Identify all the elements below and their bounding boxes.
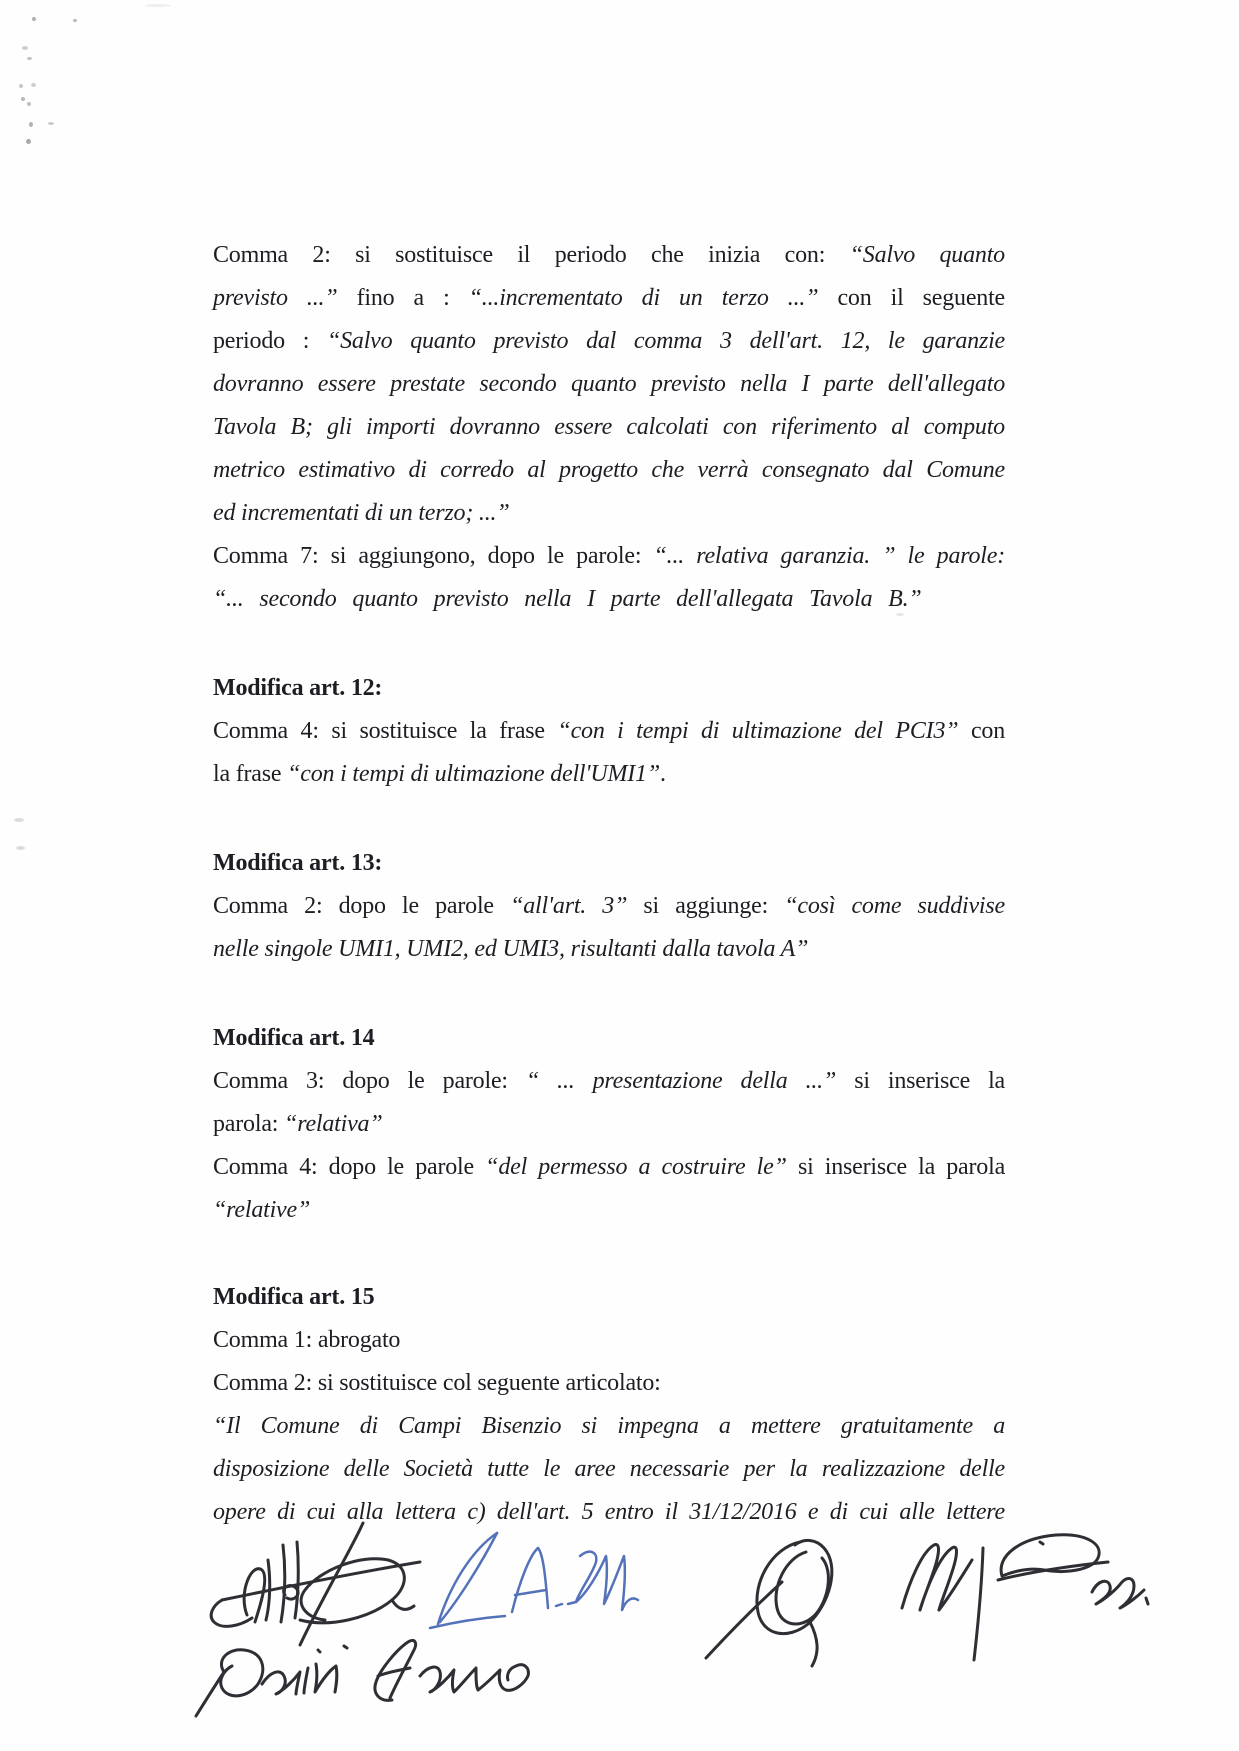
- text-line: [213, 449, 1005, 492]
- text-line: [213, 492, 1005, 535]
- text-segment: Comma 2: si sostituisce col seguente articolato:: [213, 1370, 661, 1396]
- handwritten-name-ink: [196, 1640, 528, 1716]
- text-line: [213, 1448, 1005, 1491]
- section-heading: [213, 1276, 1005, 1319]
- text-segment: “... secondo quanto previsto nella I parte dell'allegata Tavola B.”: [213, 586, 922, 612]
- text-segment: nelle singole UMI1, UMI2, ed UMI3, risultanti dalla tavola A”: [213, 936, 809, 962]
- text-line: [213, 535, 1005, 578]
- signature-3-ink: [706, 1540, 832, 1666]
- text-segment: “con i tempi di ultimazione dell'UMI1”: [287, 761, 660, 787]
- text-segment: la frase: [213, 761, 288, 787]
- text-segment: ed incrementati di un terzo; ...”: [213, 500, 510, 526]
- text-segment: Comma 4: dopo le parole: [213, 1154, 486, 1180]
- paragraph-gap: [213, 621, 1005, 667]
- text-segment: “del permesso a costruire le”: [485, 1154, 798, 1180]
- text-segment: si inserisce la parola: [797, 1154, 1006, 1180]
- text-line: [213, 406, 1005, 449]
- text-segment: “relative”: [213, 1197, 311, 1223]
- scan-speck: [26, 139, 31, 144]
- text-segment: fino a :: [356, 285, 469, 311]
- text-segment: dovranno essere prestate secondo quanto previsto nella I parte dell'allegato: [213, 371, 1005, 397]
- text-segment: si aggiunge:: [643, 893, 785, 919]
- text-segment: Modifica art. 12:: [213, 675, 383, 701]
- text-line: [213, 885, 1005, 928]
- scan-speck: [16, 846, 25, 850]
- scan-speck: [29, 122, 33, 127]
- text-line: [213, 1060, 1005, 1103]
- text-line: [213, 277, 1005, 320]
- paragraph-gap: [213, 796, 1005, 842]
- text-segment: Comma 2: si sostituisce il periodo che inizia con:: [213, 242, 850, 268]
- text-segment: Modifica art. 15: [213, 1284, 375, 1310]
- text-segment: .: [660, 761, 666, 787]
- scan-speck: [27, 102, 31, 106]
- section-heading: [213, 842, 1005, 885]
- paragraph-gap: [213, 971, 1005, 1017]
- text-segment: disposizione delle Società tutte le aree necessarie per la realizzazione delle: [213, 1456, 1005, 1482]
- text-segment: previsto ...”: [213, 285, 357, 311]
- text-segment: opere di cui alla lettera c) dell'art. 5 entro il 31/12/2016 e di cui alle lettere: [213, 1499, 1005, 1525]
- document-text: [213, 234, 1005, 1534]
- scan-speck: [14, 818, 24, 822]
- text-line: [213, 1362, 1005, 1405]
- text-segment: “all'art. 3”: [510, 893, 644, 919]
- text-segment: Comma 2: dopo le parole: [213, 893, 511, 919]
- text-line: [213, 1103, 1005, 1146]
- text-segment: Comma 7: si aggiungono, dopo le parole:: [213, 543, 654, 569]
- scan-speck: [145, 4, 171, 7]
- text-segment: si inserisce la: [854, 1068, 1006, 1094]
- text-line: [213, 320, 1005, 363]
- text-segment: “Il Comune di Campi Bisenzio si impegna a mettere gratuitamente a: [213, 1413, 1005, 1439]
- scan-speck: [73, 19, 77, 22]
- text-line: [213, 1146, 1005, 1189]
- signature-4-ink: [902, 1535, 1148, 1660]
- text-segment: Modifica art. 13:: [213, 850, 383, 876]
- scan-speck: [22, 46, 28, 50]
- section-heading: [213, 667, 1005, 710]
- scan-speck: [27, 57, 32, 60]
- text-segment: con il seguente: [837, 285, 1005, 311]
- text-line: [213, 1405, 1005, 1448]
- text-segment: “Salvo quanto: [849, 242, 1005, 268]
- scan-speck: [31, 83, 36, 87]
- text-segment: metrico estimativo di corredo al progetto che verrà consegnato dal Comune: [213, 457, 1005, 483]
- text-segment: “...incrementato di un terzo ...”: [468, 285, 838, 311]
- text-segment: parola:: [213, 1111, 285, 1137]
- text-segment: “... relativa garanzia. ” le parole:: [653, 543, 1005, 569]
- scan-speck: [21, 97, 25, 101]
- text-segment: Comma 4: si sostituisce la frase: [213, 718, 558, 744]
- text-segment: “così come suddivise: [784, 893, 1005, 919]
- text-line: [213, 234, 1005, 277]
- section-heading: [213, 1017, 1005, 1060]
- scan-speck: [48, 122, 54, 125]
- text-segment: “ ... presentazione della ...”: [525, 1068, 855, 1094]
- text-segment: “con i tempi di ultimazione del PCI3”: [557, 718, 971, 744]
- paragraph-gap: [213, 1232, 1005, 1276]
- signature-1-ink: [211, 1523, 420, 1645]
- text-line: [213, 1189, 1005, 1232]
- text-segment: periodo :: [213, 328, 327, 354]
- text-segment: Tavola B; gli importi dovranno essere calcolati con riferimento al computo: [213, 414, 1005, 440]
- text-line: [213, 753, 1005, 796]
- signature-2-ink: [430, 1533, 638, 1628]
- text-line: [213, 578, 1005, 621]
- text-segment: “Salvo quanto previsto dal comma 3 dell'art. 12, le garanzie: [326, 328, 1005, 354]
- text-segment: Modifica art. 14: [213, 1025, 375, 1051]
- text-segment: con: [970, 718, 1005, 744]
- text-line: [213, 363, 1005, 406]
- text-line: [213, 928, 1005, 971]
- text-segment: “relativa”: [284, 1111, 383, 1137]
- text-line: [213, 1491, 1005, 1534]
- text-segment: Comma 3: dopo le parole:: [213, 1068, 526, 1094]
- text-line: [213, 710, 1005, 753]
- scan-speck: [19, 84, 23, 88]
- text-line: [213, 1319, 1005, 1362]
- text-segment: Comma 1: abrogato: [213, 1327, 401, 1353]
- scan-speck: [32, 17, 36, 21]
